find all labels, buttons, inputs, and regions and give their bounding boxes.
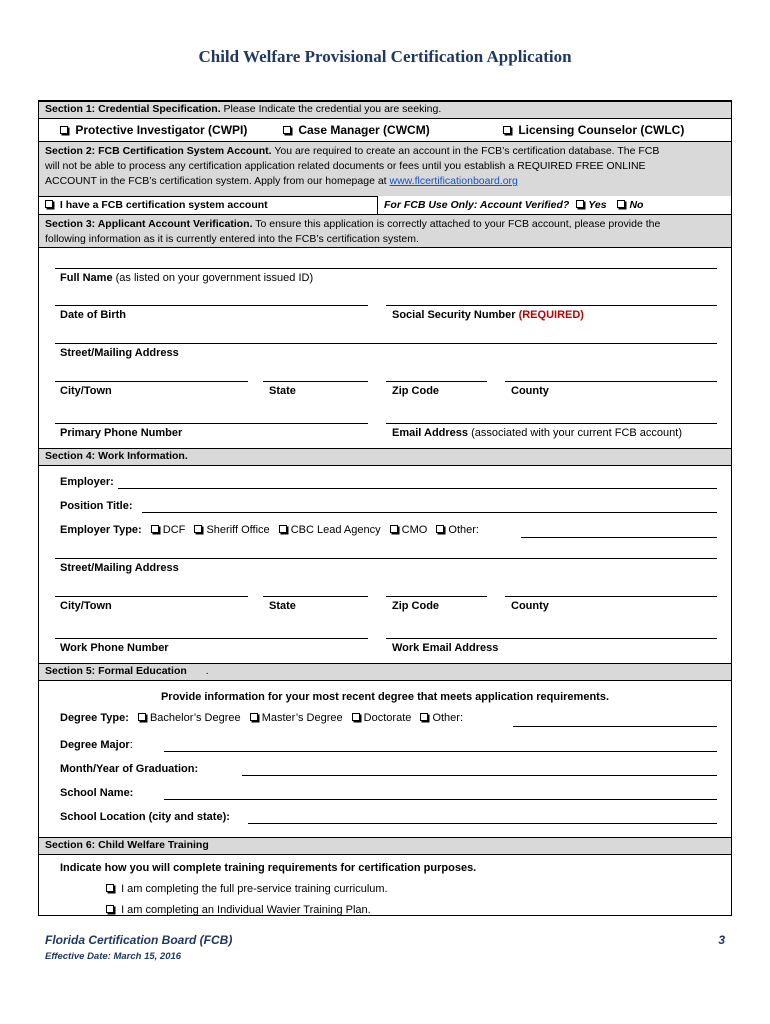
employer-other-line[interactable] bbox=[521, 537, 717, 538]
full-name-label: Full Name bbox=[60, 272, 113, 284]
checkbox-icon[interactable] bbox=[436, 525, 444, 533]
work-street-label: Street/Mailing Address bbox=[60, 562, 179, 574]
section1-text: Please Indicate the credential you are seeking. bbox=[223, 103, 442, 115]
checkbox-icon[interactable] bbox=[106, 884, 114, 892]
work-street-line[interactable] bbox=[55, 558, 717, 559]
training-option-2[interactable] bbox=[106, 903, 371, 917]
type-cbc: CBC Lead Agency bbox=[290, 524, 381, 536]
location-line[interactable] bbox=[248, 823, 717, 824]
homepage-link[interactable]: www.flcertificationboard.org bbox=[389, 175, 518, 187]
checkbox-icon[interactable] bbox=[503, 126, 511, 134]
section6-header bbox=[39, 837, 731, 855]
degree-master: Master’s Degree bbox=[261, 712, 343, 724]
training-option-1-label: I am completing the full pre-service training curriculum. bbox=[121, 883, 388, 895]
type-sheriff: Sheriff Office bbox=[206, 524, 270, 536]
section3-header bbox=[39, 214, 731, 248]
graduation-line[interactable] bbox=[242, 775, 717, 776]
section1-label: Section 1: Credential Specification. bbox=[45, 103, 221, 115]
page-title: Child Welfare Provisional Certification Application bbox=[198, 47, 572, 66]
section2-header bbox=[39, 141, 731, 197]
section4-label: Section 4: Work Information. bbox=[45, 450, 188, 462]
full-name-line[interactable] bbox=[55, 268, 717, 269]
checkbox-icon[interactable] bbox=[617, 200, 625, 208]
section2-label: Section 2: FCB Certification System Account. bbox=[45, 145, 272, 157]
work-phone-label: Work Phone Number bbox=[60, 642, 169, 654]
employer-label: Employer: bbox=[60, 476, 114, 488]
ssn-label: Social Security Number bbox=[392, 309, 516, 321]
work-email-label: Work Email Address bbox=[392, 642, 499, 654]
checkbox-icon[interactable] bbox=[420, 713, 428, 721]
checkbox-icon[interactable] bbox=[279, 525, 287, 533]
checkbox-icon[interactable] bbox=[352, 713, 360, 721]
section5-intro: Provide information for your most recent degree that meets application requirements. bbox=[160, 691, 610, 703]
zip-line[interactable] bbox=[386, 381, 487, 382]
position-label: Position Title: bbox=[60, 500, 133, 512]
email-label: Email Address bbox=[392, 427, 469, 439]
degree-doctorate: Doctorate bbox=[363, 712, 412, 724]
page-number: 3 bbox=[718, 933, 725, 947]
dob-line[interactable] bbox=[55, 305, 368, 306]
fcb-use-label: For FCB Use Only: Account Verified? bbox=[384, 199, 570, 211]
county-line[interactable] bbox=[505, 381, 717, 382]
credential-cwcm-label: Case Manager (CWCM) bbox=[298, 123, 430, 137]
credential-cwpi[interactable] bbox=[60, 123, 247, 137]
section5-header bbox=[39, 663, 731, 681]
county-label: County bbox=[511, 385, 549, 397]
type-dcf: DCF bbox=[162, 524, 186, 536]
fcb-yes-label: Yes bbox=[588, 199, 607, 211]
school-label: School Name: bbox=[60, 787, 134, 799]
checkbox-icon[interactable] bbox=[283, 126, 291, 134]
checkbox-icon[interactable] bbox=[151, 525, 159, 533]
work-state-label: State bbox=[269, 600, 296, 612]
section2-text3: ACCOUNT in the FCB’s certification system. Apply from our homepage at bbox=[45, 175, 387, 187]
section5-label: Section 5: Formal Education bbox=[45, 665, 187, 677]
work-city-line[interactable] bbox=[55, 596, 248, 597]
state-label: State bbox=[269, 385, 296, 397]
position-line[interactable] bbox=[142, 512, 717, 513]
email-line[interactable] bbox=[386, 423, 717, 424]
training-option-2-label: I am completing an Individual Wavier Training Plan. bbox=[121, 904, 371, 916]
ssn-field bbox=[392, 308, 584, 322]
credential-cwcm[interactable] bbox=[283, 123, 430, 137]
phone-line[interactable] bbox=[55, 423, 368, 424]
degree-other-line[interactable] bbox=[513, 726, 717, 727]
credential-cwpi-label: Protective Investigator (CWPI) bbox=[75, 123, 248, 137]
fcb-use-only bbox=[377, 196, 731, 214]
ssn-line[interactable] bbox=[386, 305, 717, 306]
fcb-no-label: No bbox=[629, 199, 644, 211]
have-account-label: I have a FCB certification system account bbox=[59, 199, 268, 211]
credential-cwlc[interactable] bbox=[503, 123, 684, 137]
degree-type-label: Degree Type: bbox=[60, 712, 129, 724]
major-colon: : bbox=[129, 739, 133, 751]
state-line[interactable] bbox=[263, 381, 368, 382]
footer-org: Florida Certification Board (FCB) bbox=[45, 933, 233, 947]
checkbox-icon[interactable] bbox=[106, 905, 114, 913]
credential-cwlc-label: Licensing Counselor (CWLC) bbox=[518, 123, 685, 137]
have-account-option[interactable] bbox=[45, 198, 268, 212]
checkbox-icon[interactable] bbox=[576, 200, 584, 208]
street-label: Street/Mailing Address bbox=[60, 347, 179, 359]
graduation-label: Month/Year of Graduation: bbox=[60, 763, 199, 775]
ssn-required: (REQUIRED) bbox=[518, 309, 584, 321]
section5-dot: . bbox=[205, 665, 209, 677]
email-note: (associated with your current FCB account) bbox=[471, 427, 682, 439]
section2-text1: You are required to create an account in the FCB’s certification database. The FCB bbox=[274, 145, 660, 157]
checkbox-icon[interactable] bbox=[60, 126, 68, 134]
email-field bbox=[392, 426, 682, 440]
section4-header bbox=[39, 448, 731, 466]
section3-label: Section 3: Applicant Account Verification. bbox=[45, 218, 253, 230]
degree-bachelor: Bachelor’s Degree bbox=[149, 712, 241, 724]
city-line[interactable] bbox=[55, 381, 248, 382]
work-county-line[interactable] bbox=[505, 596, 717, 597]
training-option-1[interactable] bbox=[106, 882, 388, 896]
checkbox-icon[interactable] bbox=[390, 525, 398, 533]
zip-label: Zip Code bbox=[392, 385, 440, 397]
work-email-line[interactable] bbox=[386, 638, 717, 639]
major-line[interactable] bbox=[164, 751, 717, 752]
checkbox-icon[interactable] bbox=[45, 200, 53, 208]
effective-date: Effective Date: March 15, 2016 bbox=[45, 951, 182, 962]
full-name-note: (as listed on your government issued ID) bbox=[115, 272, 314, 284]
work-city-label: City/Town bbox=[60, 600, 112, 612]
checkbox-icon[interactable] bbox=[194, 525, 202, 533]
city-label: City/Town bbox=[60, 385, 112, 397]
major-row bbox=[60, 738, 133, 752]
dob-label: Date of Birth bbox=[60, 309, 126, 321]
work-state-line[interactable] bbox=[263, 596, 368, 597]
school-line[interactable] bbox=[164, 799, 717, 800]
type-other: Other: bbox=[448, 524, 479, 536]
checkbox-icon[interactable] bbox=[250, 713, 258, 721]
employer-type-row bbox=[60, 523, 479, 537]
section2-text2: will not be able to process any certification application related documents or fees until you establish a REQUIRED FREE ONLINE bbox=[45, 160, 646, 172]
checkbox-icon[interactable] bbox=[138, 713, 146, 721]
section6-label: Section 6: Child Welfare Training bbox=[45, 839, 209, 851]
degree-type-row bbox=[60, 711, 463, 725]
employer-type-label: Employer Type: bbox=[60, 524, 142, 536]
work-phone-line[interactable] bbox=[55, 638, 368, 639]
work-county-label: County bbox=[511, 600, 549, 612]
section6-intro: Indicate how you will complete training requirements for certification purposes. bbox=[60, 862, 477, 874]
full-name-field bbox=[60, 271, 313, 285]
work-zip-line[interactable] bbox=[386, 596, 487, 597]
employer-line[interactable] bbox=[118, 488, 717, 489]
degree-other: Other: bbox=[432, 712, 464, 724]
street-line[interactable] bbox=[55, 343, 717, 344]
section3-text2: following information as it is currently entered into the FCB’s certification system. bbox=[45, 233, 419, 245]
section1-header bbox=[39, 101, 731, 119]
major-label: Degree Major bbox=[60, 739, 130, 751]
location-label: School Location (city and state): bbox=[60, 811, 230, 823]
section3-text1: To ensure this application is correctly attached to your FCB account, please provide the bbox=[255, 218, 661, 230]
phone-label: Primary Phone Number bbox=[60, 427, 183, 439]
work-zip-label: Zip Code bbox=[392, 600, 440, 612]
type-cmo: CMO bbox=[401, 524, 428, 536]
